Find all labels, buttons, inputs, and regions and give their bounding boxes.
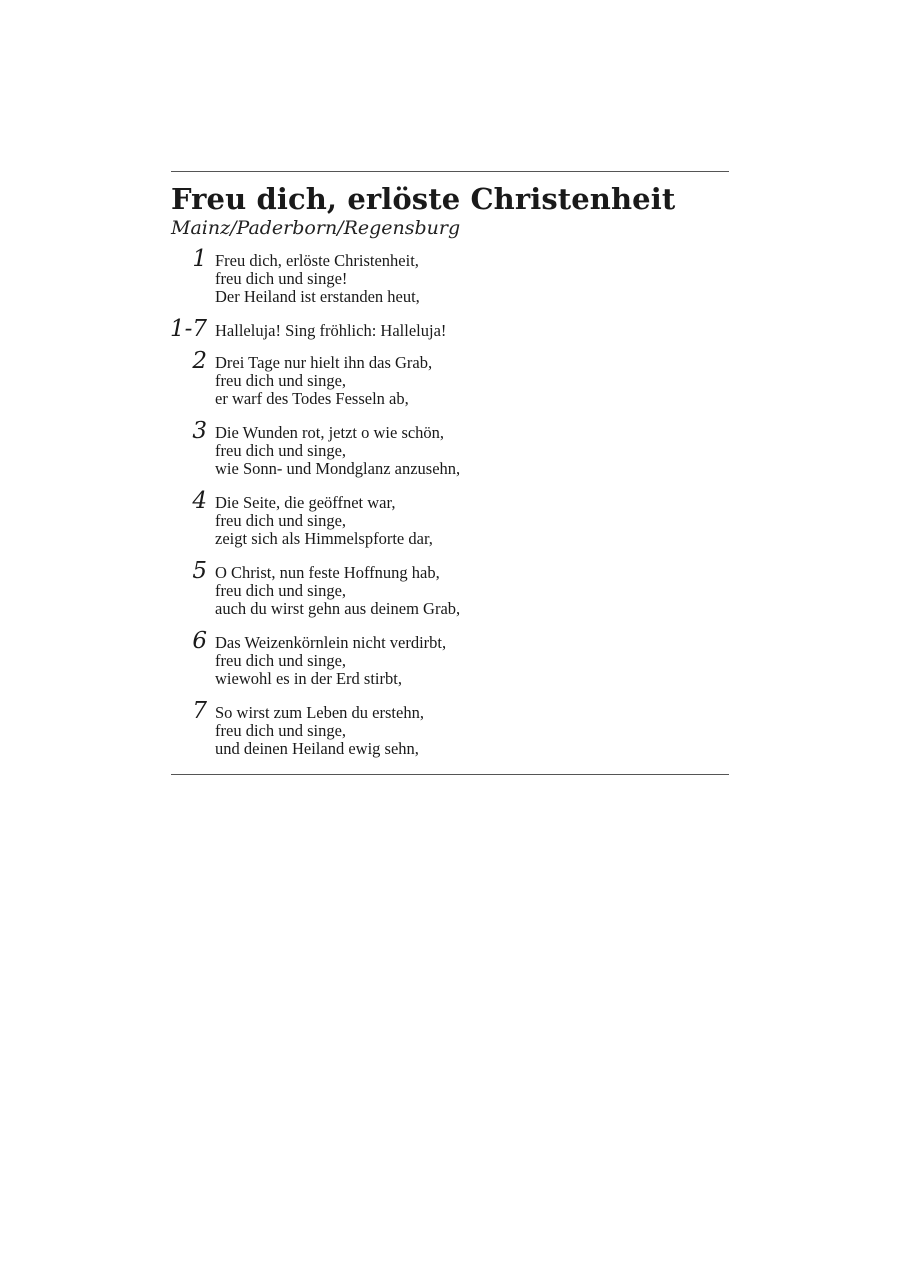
stanza-line: Halleluja! Sing fröhlich: Halleluja! (215, 321, 447, 340)
stanza-line: Die Wunden rot, jetzt o wie schön, (215, 423, 445, 442)
stanza-line: freu dich und singe, (215, 371, 347, 390)
stanza-6 (171, 628, 729, 688)
stanza-refrain (169, 316, 729, 342)
bottom-rule (171, 774, 729, 775)
stanza-number: 1-7 (169, 316, 207, 342)
stanza-line: freu dich und singe, (215, 441, 347, 460)
stanza-3 (171, 418, 729, 478)
stanza-2 (171, 348, 729, 408)
stanza-line: auch du wirst gehn aus deinem Grab, (215, 599, 461, 618)
stanza-line: So wirst zum Leben du erstehn, (215, 703, 424, 722)
stanza-line: zeigt sich als Himmelspforte dar, (215, 529, 433, 548)
stanza-line: freu dich und singe, (215, 581, 347, 600)
stanza-line: wie Sonn- und Mondglanz anzusehn, (215, 459, 461, 478)
stanza-line: Freu dich, erlöste Christenheit, (215, 251, 419, 270)
stanza-number: 6 (192, 628, 207, 654)
stanza-list (169, 246, 729, 758)
stanza-line: Der Heiland ist erstanden heut, (215, 287, 420, 306)
stanza-number: 7 (192, 698, 207, 724)
stanza-line: Die Seite, die geöffnet war, (215, 493, 396, 512)
stanza-line: freu dich und singe! (215, 269, 348, 288)
stanza-4 (171, 488, 729, 548)
stanza-number: 1 (192, 246, 207, 272)
stanza-line: wiewohl es in der Erd stirbt, (215, 669, 402, 688)
song-page (171, 171, 729, 775)
stanza-number: 4 (192, 488, 207, 514)
stanza-line: Das Weizenkörnlein nicht verdirbt, (215, 633, 447, 652)
stanza-1 (171, 246, 729, 306)
stanza-line: er warf des Todes Fesseln ab, (215, 389, 409, 408)
stanza-line: O Christ, nun feste Hoffnung hab, (215, 563, 440, 582)
song-subtitle: Mainz/Paderborn/Regensburg (171, 217, 461, 239)
stanza-line: freu dich und singe, (215, 651, 347, 670)
stanza-line: freu dich und singe, (215, 721, 347, 740)
stanza-line: Drei Tage nur hielt ihn das Grab, (215, 353, 433, 372)
stanza-line: und deinen Heiland ewig sehn, (215, 739, 419, 758)
stanza-number: 2 (192, 348, 207, 374)
stanza-5 (171, 558, 729, 618)
stanza-7 (171, 698, 729, 758)
song-title: Freu dich, erlöste Christenheit (171, 182, 676, 216)
stanza-number: 3 (192, 418, 207, 444)
stanza-line: freu dich und singe, (215, 511, 347, 530)
top-rule (171, 171, 729, 172)
stanza-number: 5 (192, 558, 207, 584)
